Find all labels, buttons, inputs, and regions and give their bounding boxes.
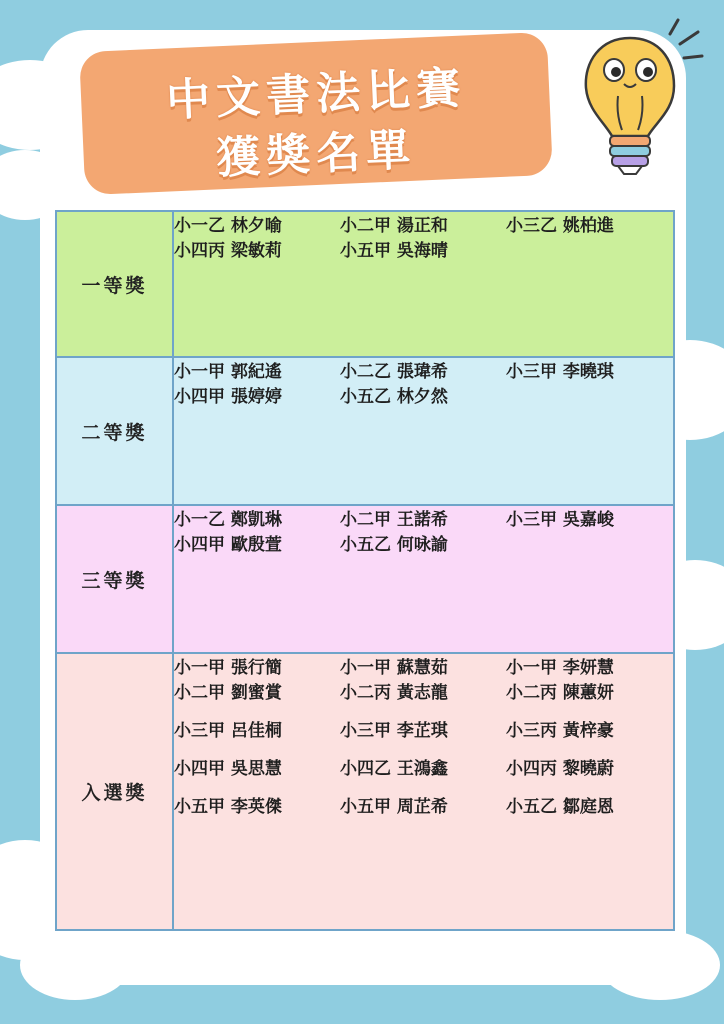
award-row-second	[56, 357, 674, 505]
lightbulb-character-icon	[578, 18, 704, 188]
winner-entry: 小三丙 黃梓豪	[506, 721, 614, 741]
winner-list	[174, 654, 673, 834]
award-row-merit	[56, 653, 674, 930]
award-row-first	[56, 211, 674, 357]
winner-entry: 小四丙 梁敏莉	[174, 241, 282, 261]
winner-list	[174, 506, 673, 572]
winner-entry: 小一甲 李妍慧	[506, 658, 614, 678]
winner-entry: 小五甲 吳海晴	[340, 241, 448, 261]
winner-entry: 小四甲 歐殷萱	[174, 535, 282, 555]
winner-entry: 小二丙 陳蕙妍	[506, 683, 614, 703]
winner-entry: 小三乙 姚柏進	[506, 216, 614, 236]
winner-entry: 小五乙 林夕然	[340, 387, 448, 407]
winner-entry: 小四乙 王鴻鑫	[340, 759, 448, 779]
winner-entry: 小四甲 張婷婷	[174, 387, 282, 407]
winner-entry: 小四甲 吳思慧	[174, 759, 282, 779]
winner-entry: 小二乙 張瑋希	[340, 362, 448, 382]
winner-entry: 小一乙 鄭凱琳	[174, 510, 282, 530]
winner-entry: 小三甲 李曉琪	[506, 362, 614, 382]
winner-entry: 小四丙 黎曉蔚	[506, 759, 614, 779]
winner-list	[174, 358, 673, 424]
page-title-line-2: 獲獎名單	[215, 124, 418, 185]
page-title-line-1: 中文書法比賽	[165, 62, 468, 127]
winner-entry: 小一乙 林夕喻	[174, 216, 282, 236]
winner-entry: 小一甲 張行簡	[174, 658, 282, 678]
winner-entry: 小五甲 周芷希	[340, 797, 448, 817]
awards-table	[55, 210, 675, 931]
winner-entry: 小二甲 王諾希	[340, 510, 448, 530]
winner-entry: 小五甲 李英傑	[174, 797, 282, 817]
award-category: 一等獎	[56, 211, 173, 357]
winner-entry: 小二甲 湯正和	[340, 216, 448, 236]
award-category: 入選獎	[56, 653, 173, 930]
award-row-third	[56, 505, 674, 653]
winner-entry: 小三甲 李芷琪	[340, 721, 448, 741]
winner-entry: 小五乙 鄒庭恩	[506, 797, 614, 817]
winner-entry: 小五乙 何咏諭	[340, 535, 448, 555]
winner-entry: 小二丙 黃志龍	[340, 683, 448, 703]
winner-list	[174, 212, 673, 278]
award-category: 三等獎	[56, 505, 173, 653]
winner-entry: 小一甲 郭紀遙	[174, 362, 282, 382]
winner-entry: 小三甲 呂佳桐	[174, 721, 282, 741]
winner-entry: 小三甲 吳嘉峻	[506, 510, 614, 530]
winner-entry: 小一甲 蘇慧茹	[340, 658, 448, 678]
award-category: 二等獎	[56, 357, 173, 505]
winner-entry: 小二甲 劉蜜賞	[174, 683, 282, 703]
